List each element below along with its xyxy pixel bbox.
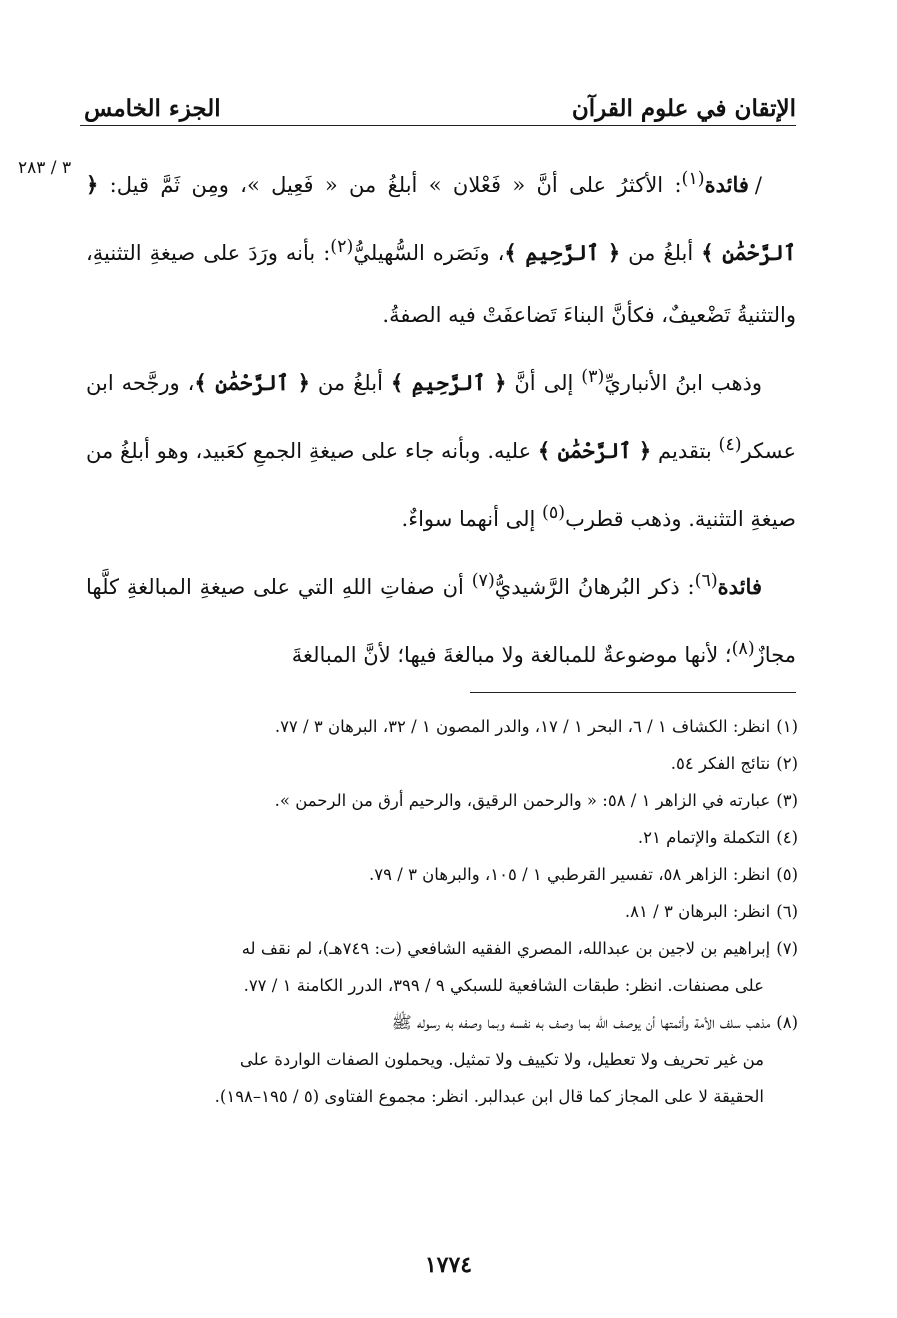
footnotes: [86, 708, 798, 1115]
book-title: الإتقان في علوم القرآن: [571, 95, 796, 122]
footnote-divider: [470, 692, 796, 693]
main-text: [86, 148, 796, 686]
margin-page-reference: ٣ / ٢٨٣: [18, 158, 72, 178]
footnote-ref: (٦): [694, 571, 718, 591]
footnote-5: (٥)انظر: الزاهر ٥٨، تفسير القرطبي ١ / ١٠٥، والبرهان ٣ / ٧٩.: [369, 865, 798, 884]
footnote-ref: (٣): [581, 367, 605, 387]
footnote-7-continuation: على مصنفات. انظر: طبقات الشافعية للسبكي ٩ / ٣٩٩، الدرر الكامنة ١ / ٧٧.: [243, 976, 764, 995]
keyword-faida: فائدة: [704, 172, 749, 197]
original-page-marker: /: [754, 173, 762, 197]
footnote-3: (٣)عبارته في الزاهر ١ / ٥٨: « والرحمن الرقيق، والرحيم أرق من الرحمن ».: [274, 791, 798, 810]
quran-quote: ﴿ ٱلرَّحْمَٰنِ ﴾: [86, 172, 797, 265]
footnote-2: (٢)نتائج الفكر ٥٤.: [670, 754, 798, 773]
footnote-8: (٨)مذهب سلف الأمة وأئمتها أن يوصف الله بما وصف به نفسه وبما وصفه به رسوله ﷺ: [391, 1013, 798, 1032]
volume-label: الجزء الخامس: [84, 95, 221, 122]
paragraph-3: فائدة$^{(٦)}$: ذكر البُرهانُ الرَّشيديُّ$^{(٧)}$ أن صفاتِ اللهِ التي على صيغةِ المبالغةِ كلَّها مجازٌ$^{(٨)}$؛ لأنها موضوعةٌ للمبالغة ولا مبالغةَ فيها؛ لأنَّ المبالغةَ: [86, 571, 796, 667]
running-header: [84, 82, 796, 122]
paragraph-2: وذهب ابنُ الأنباريِّ$^{(٣)}$ إلى أنَّ ﴿ ٱلرَّحِيمِ ﴾ أبلغُ من ﴿ ٱلرَّحْمَٰنِ ﴾، ورجَّحه ابن عسكر$^{(٤)}$ بتقديم ﴿ ٱلرَّحْمَٰنِ ﴾ عليه. وبأنه جاء على صيغةِ الجمعِ كعَبيد، وهو أبلغُ من صيغةِ التثنية. وذهب قطرب$^{(٥)}$ إلى أنهما سواءٌ.: [86, 367, 797, 531]
page-number: ١٧٧٤: [424, 1252, 473, 1278]
footnote-ref: (٨): [731, 639, 755, 659]
footnote-ref: (٥): [542, 503, 566, 523]
footnote-7: (٧)إبراهيم بن لاجين بن عبدالله، المصري الفقيه الشافعي (ت: ٧٤٩هـ)، لم نقف له: [241, 939, 798, 958]
footnote-8-continuation: من غير تحريف ولا تعطيل، ولا تكييف ولا تمثيل. ويحملون الصفات الواردة على: [239, 1050, 764, 1069]
footnote-ref: (١): [681, 169, 705, 189]
quran-quote: ﴿ ٱلرَّحْمَٰنِ ﴾: [537, 438, 652, 463]
quran-quote: ﴿ ٱلرَّحْمَٰنِ ﴾: [194, 370, 310, 395]
footnote-6: (٦)انظر: البرهان ٣ / ٨١.: [624, 902, 798, 921]
footnote-ref: (٤): [718, 435, 742, 455]
quran-quote: ﴿ ٱلرَّحِيمِ ﴾: [390, 370, 507, 395]
keyword-faida: فائدة: [717, 574, 762, 599]
footnote-1: (١)انظر: الكشاف ١ / ٦، البحر ١ / ١٧، والدر المصون ١ / ٣٢، البرهان ٣ / ٧٧.: [274, 717, 798, 736]
header-divider: [80, 125, 796, 126]
footnote-ref: (٧): [471, 571, 495, 591]
paragraph-1: /فائدة$^{(١)}$: الأكثرُ على أنَّ « فَعْلان » أبلغُ من « فَعِيل »، ومِن ثَمَّ قيل: ﴿ ٱلرَّحْمَٰنِ ﴾ أبلغُ من ﴿ ٱلرَّحِيمِ ﴾، ونَصَره السُّهيليُّ$^{(٢)}$: بأنه ورَدَ على صيغةِ التثنيةِ، والتثنيةُ تَضْعيفٌ، فكأنَّ البناءَ تَضاعفَتْ فيه الصفةُ.: [86, 169, 797, 327]
footnote-8-continuation: الحقيقة لا على المجاز كما قال ابن عبدالبر. انظر: مجموع الفتاوى (٥ / ١٩٥–١٩٨).: [214, 1087, 764, 1106]
footnote-ref: (٢): [330, 237, 354, 257]
footnote-4: (٤)التكملة والإتمام ٢١.: [637, 828, 798, 847]
quran-quote: ﴿ ٱلرَّحِيمِ ﴾: [504, 240, 621, 265]
